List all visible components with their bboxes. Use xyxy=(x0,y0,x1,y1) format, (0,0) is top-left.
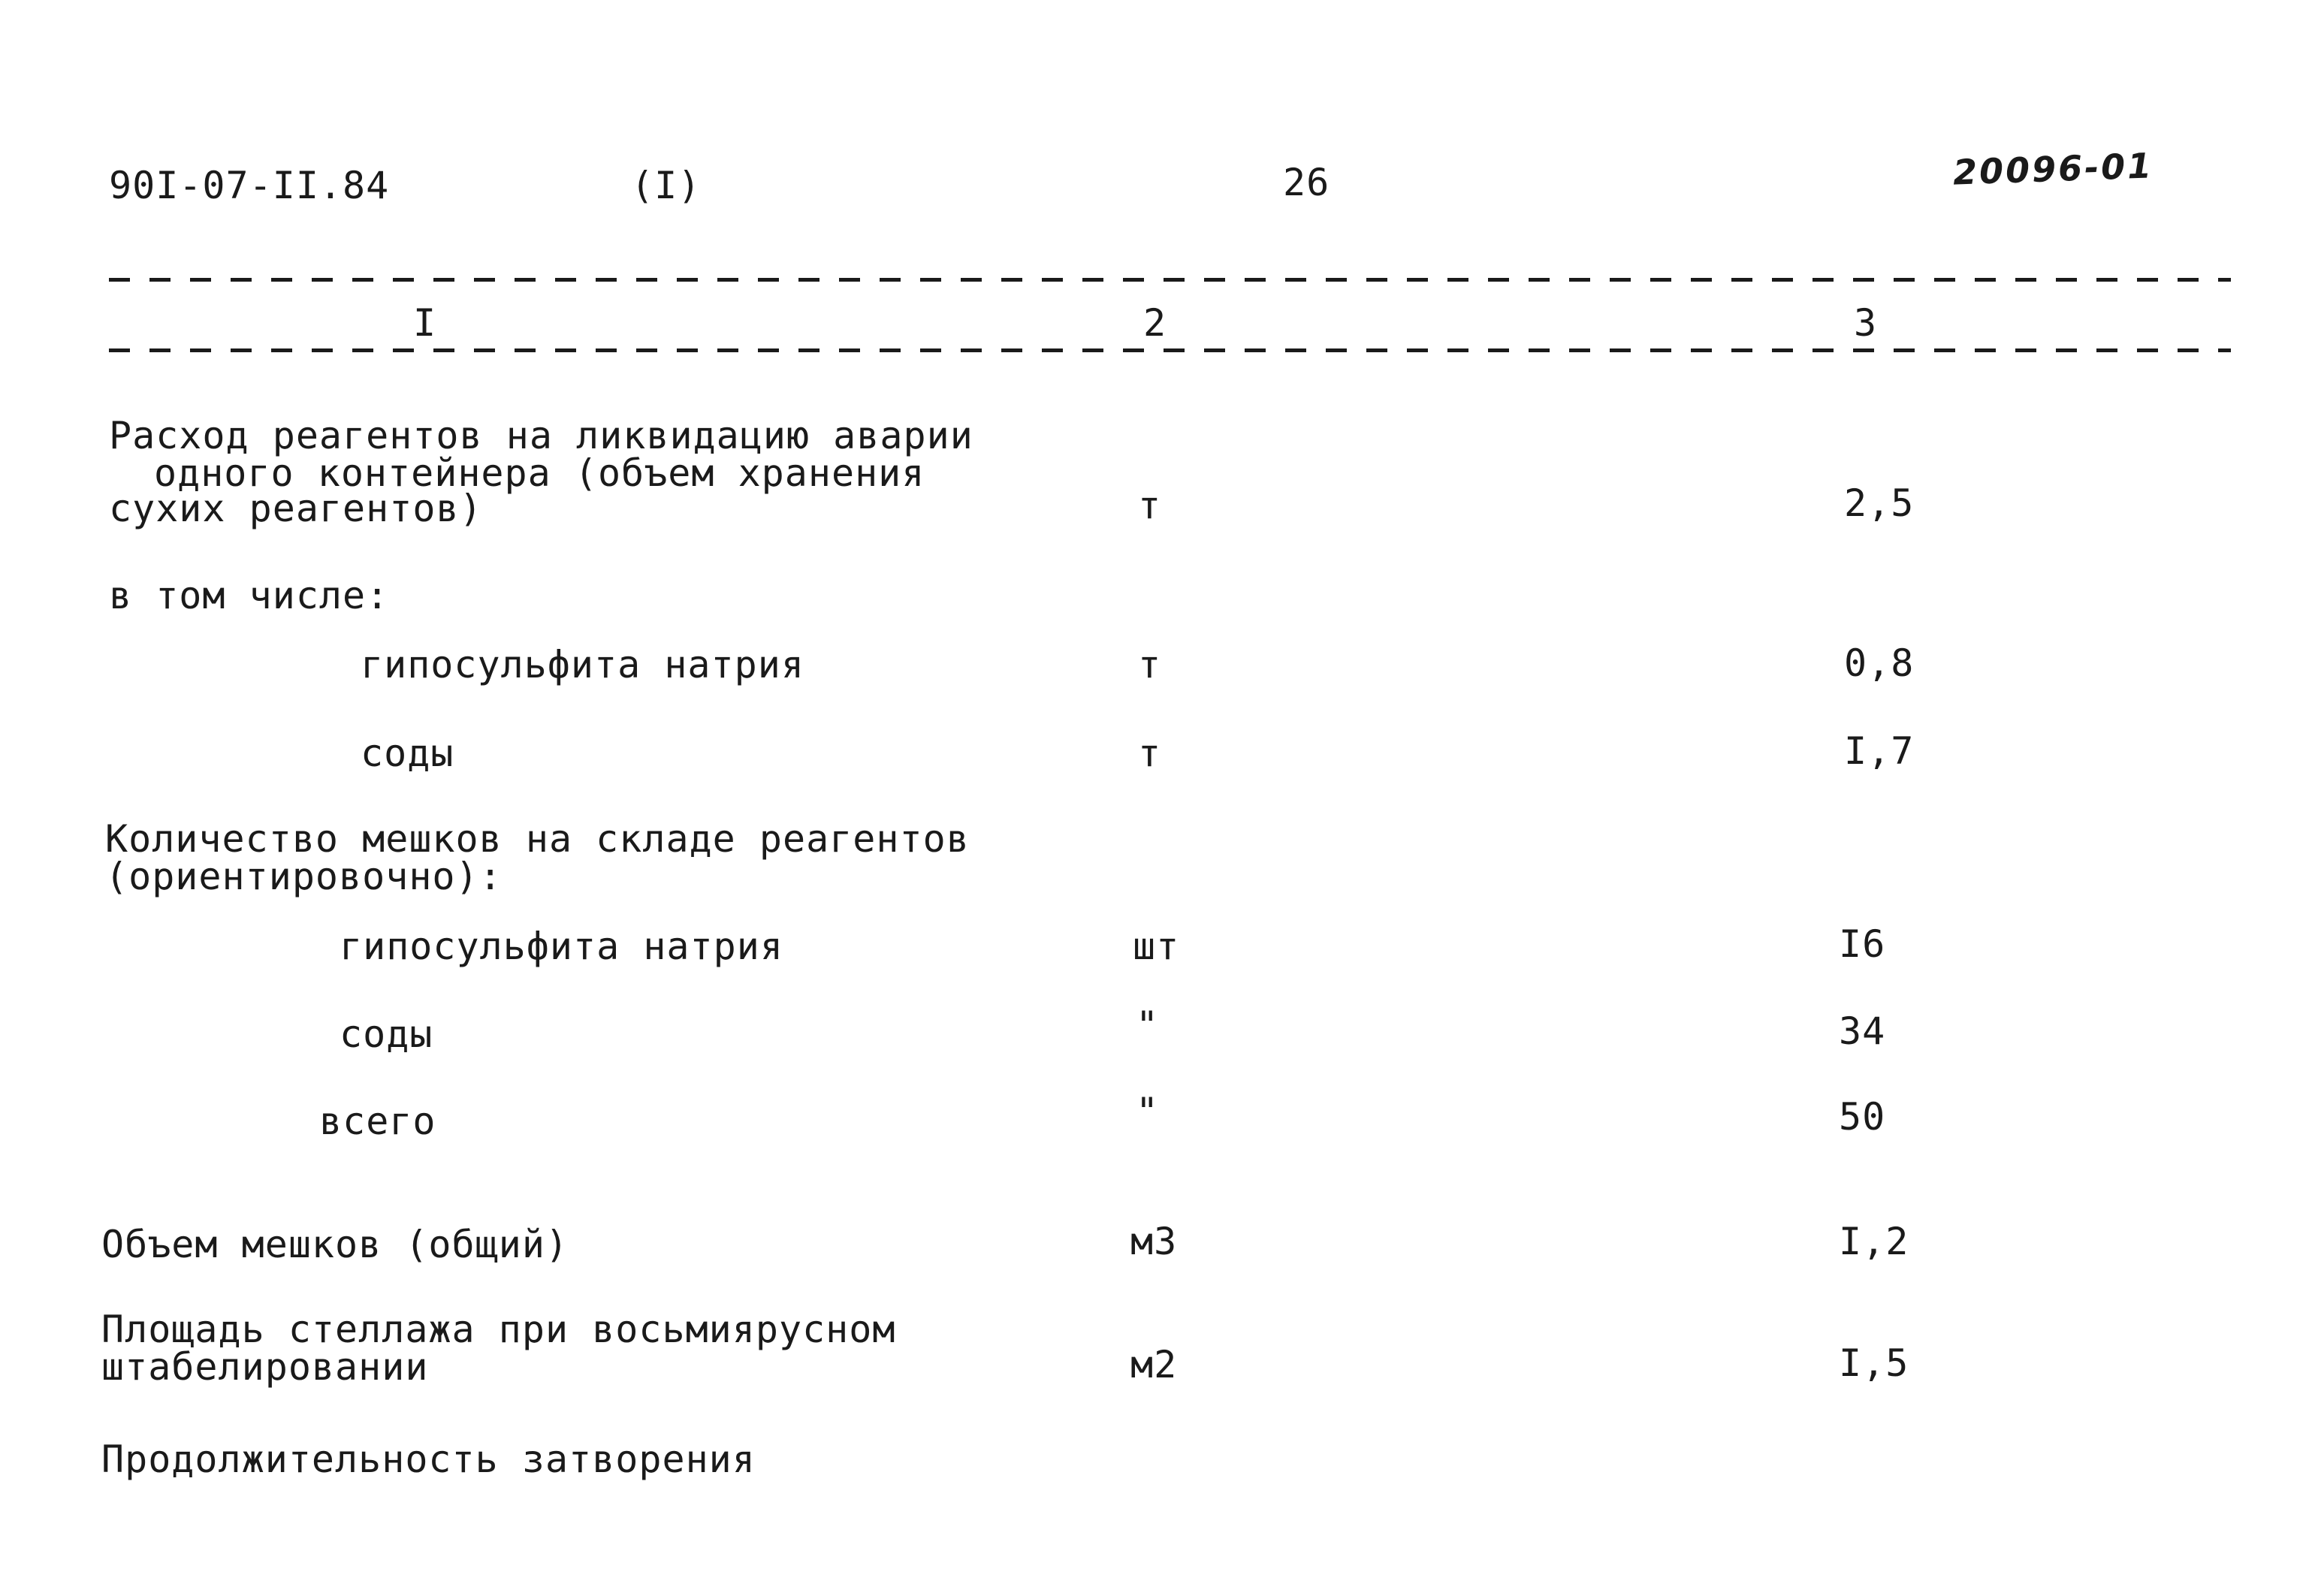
row-total-bags-unit: " xyxy=(1136,1090,1160,1133)
row-total-bags-value: 50 xyxy=(1839,1095,1886,1139)
handwritten-inventory-number: 20096-01 xyxy=(1952,145,2155,193)
row-rack-area-unit: м2 xyxy=(1130,1343,1178,1386)
row-sodium-hyposulfite-tonnes-value: 0,8 xyxy=(1844,641,1915,685)
top-dashed-rule xyxy=(109,278,2231,282)
row-bag-volume-value: I,2 xyxy=(1839,1220,1909,1263)
document-code: 90I-07-II.84 xyxy=(109,164,390,207)
row-bag-volume-unit: м3 xyxy=(1130,1220,1178,1263)
row-including-label: в том числе: xyxy=(109,574,390,617)
row-reagent-consumption-label-line-3: сухих реагентов) xyxy=(109,487,483,530)
column-3-header: 3 xyxy=(1854,301,1878,345)
header-dashed-rule xyxy=(109,348,2231,352)
row-mixing-duration-label: Продолжительность затворения xyxy=(101,1438,756,1481)
row-reagent-consumption-value: 2,5 xyxy=(1844,481,1915,525)
row-reagent-consumption-label-line-1: Расход реагентов на ликвидацию аварии xyxy=(109,414,973,457)
row-soda-bags-value: 34 xyxy=(1839,1009,1886,1053)
column-1-header: I xyxy=(413,301,437,345)
column-2-header: 2 xyxy=(1143,301,1167,345)
row-rack-area-label-line-2: штабелировании xyxy=(101,1345,429,1389)
row-soda-tonnes-label: соды xyxy=(361,732,454,775)
row-soda-bags-label: соды xyxy=(340,1012,433,1056)
row-total-bags-label: всего xyxy=(319,1100,436,1143)
row-rack-area-label-line-1: Площадь стеллажа при восьмиярусном xyxy=(101,1308,896,1351)
page-number: 26 xyxy=(1283,161,1330,204)
row-reagent-consumption-unit: т xyxy=(1138,484,1162,527)
part-number: (I) xyxy=(631,164,702,207)
row-bag-count-label-line-1: Количество мешков на складе реагентов xyxy=(105,817,970,861)
row-reagent-consumption-label-line-2: одного контейнера (объем хранения xyxy=(154,451,925,495)
row-soda-bags-unit: " xyxy=(1136,1003,1160,1047)
row-sodium-hyposulfite-tonnes-unit: т xyxy=(1138,643,1162,686)
row-sodium-hyposulfite-tonnes-label: гипосульфита натрия xyxy=(361,643,804,686)
row-sodium-hyposulfite-bags-unit: шт xyxy=(1133,925,1180,968)
row-sodium-hyposulfite-bags-label: гипосульфита натрия xyxy=(340,925,783,968)
row-bag-volume-label: Объем мешков (общий) xyxy=(101,1223,569,1266)
row-soda-tonnes-value: I,7 xyxy=(1844,729,1915,773)
row-soda-tonnes-unit: т xyxy=(1138,732,1162,775)
row-sodium-hyposulfite-bags-value: I6 xyxy=(1839,922,1886,966)
row-rack-area-value: I,5 xyxy=(1839,1341,1909,1385)
row-bag-count-label-line-2: (ориентировочно): xyxy=(105,855,503,898)
